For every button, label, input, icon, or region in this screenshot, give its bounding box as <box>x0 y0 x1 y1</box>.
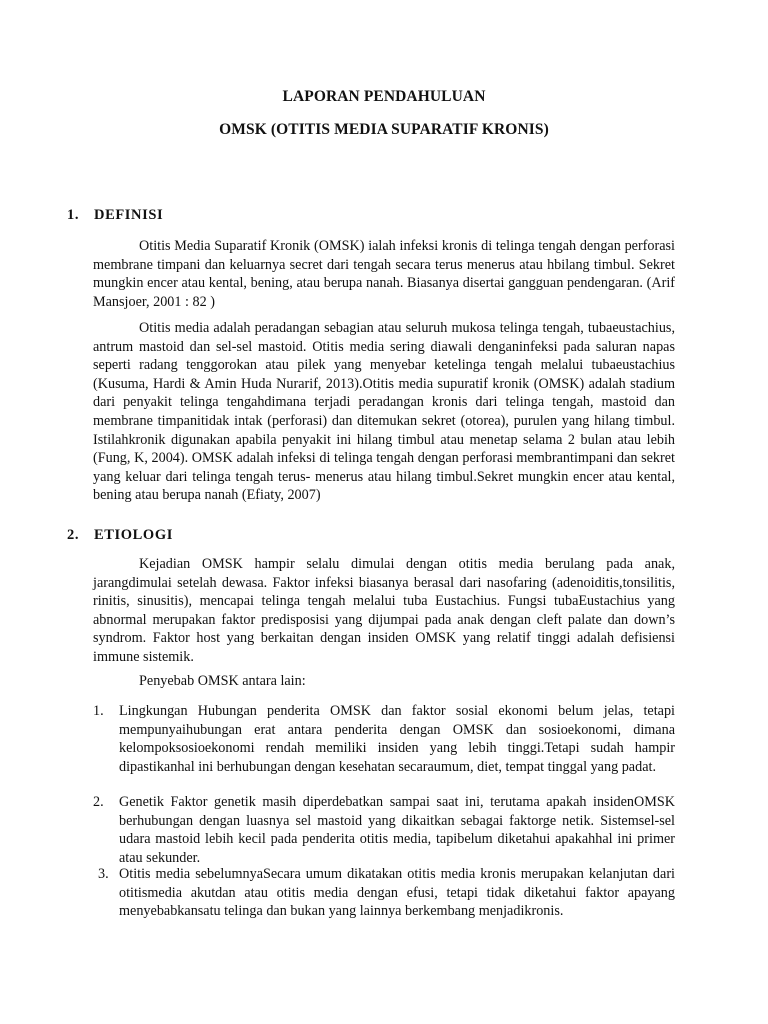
numbered-list <box>93 702 675 776</box>
section-heading-definisi <box>67 207 163 224</box>
paragraph: Kejadian OMSK hampir selalu dimulai dengan otitis media berulang pada anak, jarangdimulai setelah dewasa. Faktor infeksi biasanya berasal dari nasofaring (adenoiditis,tonsilitis, rinitis, sinusitis), mencapai telinga tengah melalui tuba Eustachius. Fungsi tubaEustachius yang abnormal merupakan faktor predisposisi yang dijumpai pada anak dengan cleft palate dan down’s syndrom. Faktor host yang berkaitan dengan insiden OMSK yang relatif tinggi adalah defisiensi immune sistemik. <box>93 556 675 665</box>
paragraph: Otitis media adalah peradangan sebagian atau seluruh mukosa telinga tengah, tubaeustachius, antrum mastoid dan sel-sel mastoid. Otitis media sering diawali denganinfeksi pada saluran napas seperti radang tenggorokan atau pilek yang menyebar ketelinga tengah melalui tubaeustachius (Kusuma, Hardi & Amin Huda Nurarif, 2013).Otitis media supuratif kronik (OMSK) adalah stadium dari penyakit telinga tengahdimana terjadi peradangan kronis dari telinga tengah, mastoid dan membrane timpanitidak intak (perforasi) dan ditemukan sekret (otorea), purulen yang hilang timbul. Istilahkronik digunakan apabila penyakit ini hilang timbul atau menetap selama 2 bulan atau lebih (Fung, K, 2004). OMSK adalah infeksi di telinga tengah dengan perforasi membrantimpani dan sekret yang keluar dari telinga tengah terus- menerus atau hilang timbul.Sekret mungkin encer atau kental, bening atau berupa nanah (Efiaty, 2007) <box>93 320 675 504</box>
paragraph: Otitis Media Suparatif Kronik (OMSK) ialah infeksi kronis di telinga tengah dengan perforasi membrane timpani dan keluarnya secret dari tengah secara terus menerus atau hbilang timbul. Sekret mungkin encer atau kental, bening, atau berupa nanah. Biasanya disertai gangguan pendengaran. (Arif Mansjoer, 2001 : 82 ) <box>93 238 675 310</box>
section-number: 1. <box>67 207 80 223</box>
section-title: ETIOLOGI <box>94 527 173 543</box>
section-heading-etiologi <box>67 527 173 544</box>
list-item-number: 3. <box>98 866 109 882</box>
list-item-number: 1. <box>93 703 104 719</box>
list-item <box>93 793 675 867</box>
document-subtitle: OMSK (OTITIS MEDIA SUPARATIF KRONIS) <box>219 121 549 138</box>
list-item-text: Otitis media sebelumnyaSecara umum dikatakan otitis media kronis merupakan kelanjutan dari otitismedia akutdan atau otitis media dengan efusi, tetapi tidak diketahui faktor apayang menyebabkansatu telinga dan bukan yang lainnya berkembang menjadikronis. <box>119 866 675 920</box>
numbered-list <box>93 865 675 921</box>
section-title: DEFINISI <box>94 207 164 223</box>
paragraph: Penyebab OMSK antara lain: <box>139 673 306 689</box>
list-item-text: Lingkungan Hubungan penderita OMSK dan faktor sosial ekonomi belum jelas, tetapi mempunyaihubungan erat antara penderita dengan OMSK dan sosioekonomi, dimana kelompoksosioekonomi rendah memiliki insiden yang lebih tinggi.Tetapi sudah hampir dipastikanhal ini berhubungan dengan kesehatan secaraumum, diet, tempat tinggal yang padat. <box>119 703 675 775</box>
section-number: 2. <box>67 527 80 543</box>
list-item <box>93 702 675 776</box>
document-title: LAPORAN PENDAHULUAN <box>282 88 486 105</box>
list-item-number: 2. <box>93 794 104 810</box>
list-item-text: Genetik Faktor genetik masih diperdebatkan sampai saat ini, terutama apakah insidenOMSK berhubungan dengan luasnya sel mastoid yang dikaitkan sebagai faktorge netik. Sistemsel-sel udara mastoid lebih kecil pada penderita otitis media, tapibelum diketahui apakahhal ini primer atau sekunder. <box>119 794 675 866</box>
list-item <box>93 865 675 921</box>
numbered-list <box>93 793 675 867</box>
